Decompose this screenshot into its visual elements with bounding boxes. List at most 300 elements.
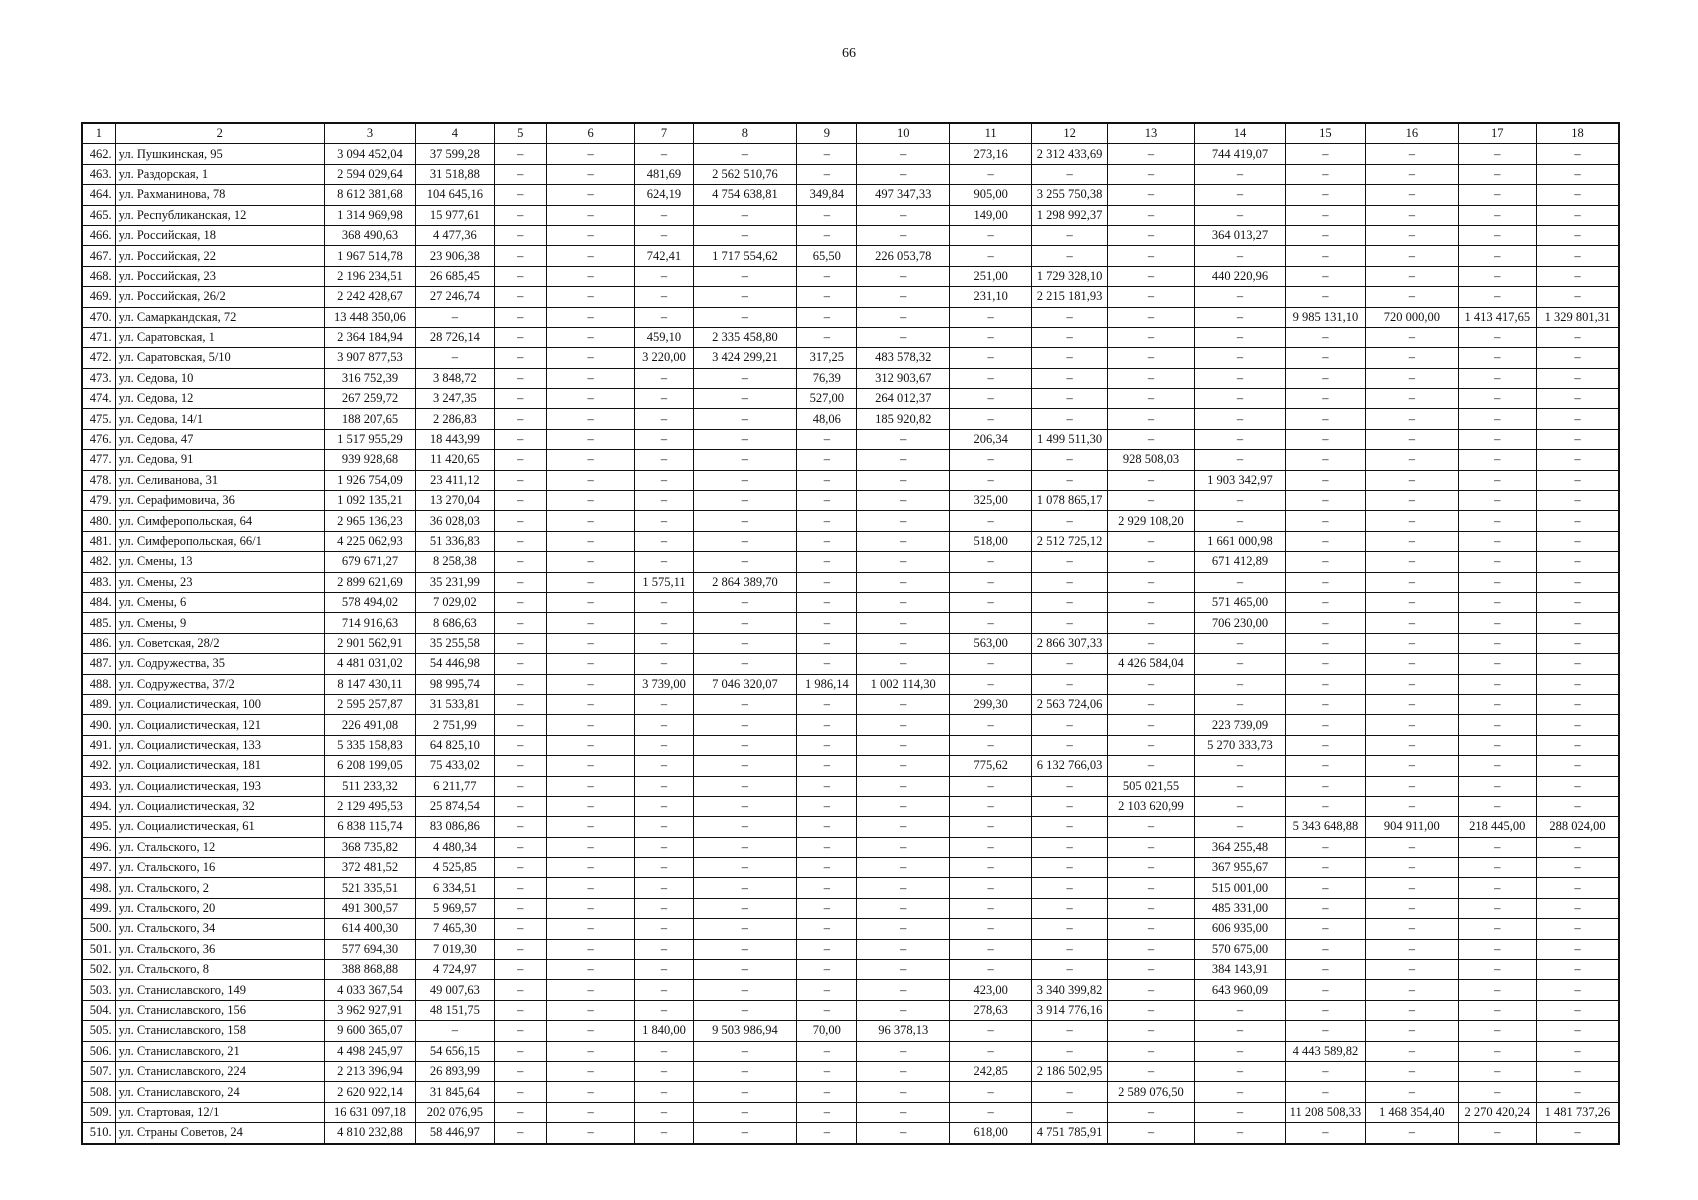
value-cell: – [546, 939, 634, 959]
value-cell: – [546, 246, 634, 266]
value-cell: 2 901 562,91 [324, 633, 415, 653]
value-cell: – [1285, 1021, 1365, 1041]
value-cell: – [1458, 960, 1536, 980]
value-cell: – [693, 756, 797, 776]
row-number-cell: 508. [82, 1082, 115, 1102]
column-header: 1 [82, 123, 115, 144]
value-cell: 35 255,58 [416, 633, 494, 653]
value-cell: – [1107, 429, 1194, 449]
value-cell: – [857, 307, 949, 327]
value-cell: – [1536, 654, 1619, 674]
value-cell: – [949, 919, 1031, 939]
value-cell: – [1458, 939, 1536, 959]
value-cell: 288 024,00 [1536, 817, 1619, 837]
value-cell: – [494, 368, 546, 388]
value-cell: – [797, 980, 857, 1000]
value-cell: – [1285, 409, 1365, 429]
value-cell: – [1285, 266, 1365, 286]
value-cell: – [1366, 491, 1458, 511]
value-cell: – [546, 735, 634, 755]
value-cell: – [857, 715, 949, 735]
column-header: 9 [797, 123, 857, 144]
value-cell: – [635, 429, 693, 449]
value-cell: – [635, 898, 693, 918]
value-cell: – [693, 307, 797, 327]
address-cell: ул. Седова, 14/1 [115, 409, 324, 429]
value-cell: – [1032, 898, 1107, 918]
column-header: 11 [949, 123, 1031, 144]
value-cell: – [949, 715, 1031, 735]
table-row [82, 633, 1619, 653]
value-cell: – [1107, 389, 1194, 409]
value-cell: 6 208 199,05 [324, 756, 415, 776]
value-cell: 388 868,88 [324, 960, 415, 980]
table-row [82, 613, 1619, 633]
value-cell: – [693, 939, 797, 959]
value-cell: – [635, 368, 693, 388]
table-row [82, 225, 1619, 245]
value-cell: 15 977,61 [416, 205, 494, 225]
value-cell: – [1107, 409, 1194, 429]
value-cell: – [1536, 491, 1619, 511]
value-cell: – [546, 756, 634, 776]
value-cell: – [1107, 1041, 1194, 1061]
value-cell: – [797, 572, 857, 592]
value-cell: – [1285, 796, 1365, 816]
address-cell: ул. Страны Советов, 24 [115, 1123, 324, 1144]
value-cell: – [494, 225, 546, 245]
value-cell: 49 007,63 [416, 980, 494, 1000]
table-row [82, 246, 1619, 266]
address-cell: ул. Стальского, 20 [115, 898, 324, 918]
value-cell: – [1458, 348, 1536, 368]
value-cell: – [1285, 1000, 1365, 1020]
value-cell: – [797, 491, 857, 511]
value-cell: 31 845,64 [416, 1082, 494, 1102]
value-cell: – [949, 735, 1031, 755]
row-number-cell: 466. [82, 225, 115, 245]
value-cell: – [635, 715, 693, 735]
value-cell: – [1107, 756, 1194, 776]
value-cell: – [1458, 756, 1536, 776]
value-cell: – [797, 817, 857, 837]
value-cell: – [1458, 450, 1536, 470]
value-cell: – [1366, 654, 1458, 674]
value-cell: – [857, 980, 949, 1000]
value-cell: – [1366, 348, 1458, 368]
value-cell: 459,10 [635, 327, 693, 347]
column-header: 7 [635, 123, 693, 144]
value-cell: – [1458, 919, 1536, 939]
value-cell: – [1285, 205, 1365, 225]
value-cell: – [494, 694, 546, 714]
value-cell: – [1366, 715, 1458, 735]
value-cell: – [1366, 185, 1458, 205]
value-cell: 367 955,67 [1195, 858, 1285, 878]
value-cell: 27 246,74 [416, 287, 494, 307]
value-cell: – [1536, 327, 1619, 347]
value-cell: – [494, 613, 546, 633]
value-cell: – [1285, 1123, 1365, 1144]
value-cell: – [1536, 409, 1619, 429]
value-cell: – [546, 1000, 634, 1020]
value-cell: – [1536, 898, 1619, 918]
value-cell: – [1536, 470, 1619, 490]
value-cell: 671 412,89 [1195, 552, 1285, 572]
value-cell: – [1285, 878, 1365, 898]
value-cell: 1 481 737,26 [1536, 1102, 1619, 1122]
value-cell: 251,00 [949, 266, 1031, 286]
value-cell: 83 086,86 [416, 817, 494, 837]
value-cell: – [546, 960, 634, 980]
table-row [82, 144, 1619, 164]
value-cell: – [1285, 470, 1365, 490]
value-cell: – [1107, 348, 1194, 368]
value-cell: – [1195, 776, 1285, 796]
value-cell: – [949, 348, 1031, 368]
value-cell: – [1285, 694, 1365, 714]
value-cell: – [1285, 776, 1365, 796]
value-cell: – [857, 1061, 949, 1081]
value-cell: 312 903,67 [857, 368, 949, 388]
value-cell: – [635, 756, 693, 776]
value-cell: – [1536, 266, 1619, 286]
value-cell: – [1536, 633, 1619, 653]
value-cell: – [1536, 348, 1619, 368]
value-cell: – [1366, 776, 1458, 796]
value-cell: – [1536, 796, 1619, 816]
value-cell: – [949, 898, 1031, 918]
value-cell: 11 420,65 [416, 450, 494, 470]
value-cell: – [1285, 531, 1365, 551]
value-cell: 511 233,32 [324, 776, 415, 796]
value-cell: 1 298 992,37 [1032, 205, 1107, 225]
value-cell: – [494, 552, 546, 572]
value-cell: – [546, 817, 634, 837]
value-cell: – [693, 654, 797, 674]
value-cell: – [494, 287, 546, 307]
value-cell: – [494, 246, 546, 266]
value-cell: – [546, 348, 634, 368]
value-cell: – [857, 858, 949, 878]
value-cell: 364 255,48 [1195, 837, 1285, 857]
value-cell: – [546, 266, 634, 286]
value-cell: – [949, 327, 1031, 347]
value-cell: 31 518,88 [416, 164, 494, 184]
value-cell: – [1285, 1082, 1365, 1102]
value-cell: – [857, 1102, 949, 1122]
value-cell: – [1032, 1041, 1107, 1061]
value-cell: – [1195, 1000, 1285, 1020]
address-cell: ул. Симферопольская, 64 [115, 511, 324, 531]
value-cell: – [1032, 409, 1107, 429]
value-cell: – [1366, 389, 1458, 409]
value-cell: 2 129 495,53 [324, 796, 415, 816]
value-cell: – [546, 1041, 634, 1061]
value-cell: 1 967 514,78 [324, 246, 415, 266]
value-cell: – [1032, 715, 1107, 735]
row-number-cell: 486. [82, 633, 115, 653]
value-cell: – [693, 837, 797, 857]
address-cell: ул. Саратовская, 1 [115, 327, 324, 347]
value-cell: – [1536, 531, 1619, 551]
value-cell: – [797, 1061, 857, 1081]
value-cell: – [546, 674, 634, 694]
table-row [82, 185, 1619, 205]
value-cell: 4 477,36 [416, 225, 494, 245]
value-cell: – [1285, 164, 1365, 184]
table-row [82, 1000, 1619, 1020]
value-cell: – [635, 409, 693, 429]
value-cell: 2 335 458,80 [693, 327, 797, 347]
value-cell: – [1032, 613, 1107, 633]
value-cell: – [693, 287, 797, 307]
value-cell: – [693, 470, 797, 490]
value-cell: – [1285, 613, 1365, 633]
value-cell: – [857, 491, 949, 511]
value-cell: – [1195, 185, 1285, 205]
value-cell: 16 631 097,18 [324, 1102, 415, 1122]
value-cell: – [494, 1041, 546, 1061]
value-cell: 223 739,09 [1195, 715, 1285, 735]
value-cell: – [1107, 960, 1194, 980]
value-cell: – [494, 389, 546, 409]
value-cell: – [857, 164, 949, 184]
row-number-cell: 490. [82, 715, 115, 735]
value-cell: – [635, 1082, 693, 1102]
value-cell: – [1195, 817, 1285, 837]
value-cell: – [494, 858, 546, 878]
value-cell: – [1032, 592, 1107, 612]
value-cell: – [797, 552, 857, 572]
value-cell: 273,16 [949, 144, 1031, 164]
value-cell: – [857, 266, 949, 286]
value-cell: – [857, 225, 949, 245]
column-header: 5 [494, 123, 546, 144]
value-cell: – [1536, 980, 1619, 1000]
value-cell: – [1366, 368, 1458, 388]
value-cell: – [1366, 1041, 1458, 1061]
value-cell: – [693, 491, 797, 511]
value-cell: – [797, 939, 857, 959]
address-cell: ул. Российская, 23 [115, 266, 324, 286]
value-cell: – [1366, 450, 1458, 470]
value-cell: – [635, 592, 693, 612]
value-cell: – [1195, 796, 1285, 816]
row-number-cell: 484. [82, 592, 115, 612]
value-cell: – [693, 389, 797, 409]
value-cell: – [1366, 531, 1458, 551]
value-cell: – [546, 429, 634, 449]
value-cell: – [797, 287, 857, 307]
row-number-cell: 505. [82, 1021, 115, 1041]
value-cell: – [1536, 287, 1619, 307]
value-cell: 384 143,91 [1195, 960, 1285, 980]
value-cell: 96 378,13 [857, 1021, 949, 1041]
value-cell: – [1032, 796, 1107, 816]
value-cell: 18 443,99 [416, 429, 494, 449]
value-cell: – [1536, 552, 1619, 572]
value-cell: 2 965 136,23 [324, 511, 415, 531]
value-cell: – [1285, 592, 1365, 612]
value-cell: – [1285, 633, 1365, 653]
value-cell: – [1195, 756, 1285, 776]
value-cell: 3 220,00 [635, 348, 693, 368]
value-cell: – [494, 960, 546, 980]
value-cell: – [949, 246, 1031, 266]
column-header: 16 [1366, 123, 1458, 144]
value-cell: – [693, 1082, 797, 1102]
value-cell: – [857, 613, 949, 633]
value-cell: 58 446,97 [416, 1123, 494, 1144]
value-cell: – [1195, 450, 1285, 470]
value-cell: – [693, 1000, 797, 1020]
value-cell: – [635, 796, 693, 816]
value-cell: – [693, 144, 797, 164]
value-cell: – [635, 266, 693, 286]
value-cell: 76,39 [797, 368, 857, 388]
value-cell: 1 926 754,09 [324, 470, 415, 490]
value-cell: – [494, 735, 546, 755]
value-cell: – [1366, 164, 1458, 184]
value-cell: – [949, 817, 1031, 837]
value-cell: – [1536, 694, 1619, 714]
value-cell: – [1536, 592, 1619, 612]
value-cell: 775,62 [949, 756, 1031, 776]
value-cell: – [857, 694, 949, 714]
value-cell: – [635, 1000, 693, 1020]
value-cell: 7 029,02 [416, 592, 494, 612]
value-cell: 5 969,57 [416, 898, 494, 918]
row-number-cell: 472. [82, 348, 115, 368]
value-cell: – [797, 164, 857, 184]
value-cell: – [546, 613, 634, 633]
value-cell: – [494, 470, 546, 490]
row-number-cell: 510. [82, 1123, 115, 1144]
table-row [82, 511, 1619, 531]
value-cell: – [1458, 1061, 1536, 1081]
value-cell: 2 103 620,99 [1107, 796, 1194, 816]
value-cell: – [1032, 1102, 1107, 1122]
value-cell: – [546, 511, 634, 531]
value-cell: – [1366, 327, 1458, 347]
value-cell: – [693, 429, 797, 449]
address-cell: ул. Рахманинова, 78 [115, 185, 324, 205]
value-cell: – [1366, 878, 1458, 898]
value-cell: – [797, 796, 857, 816]
value-cell: 31 533,81 [416, 694, 494, 714]
value-cell: – [1285, 939, 1365, 959]
value-cell: – [693, 715, 797, 735]
value-cell: 2 286,83 [416, 409, 494, 429]
value-cell: – [635, 633, 693, 653]
value-cell: – [1366, 1000, 1458, 1020]
value-cell: – [1285, 674, 1365, 694]
value-cell: – [546, 1061, 634, 1081]
value-cell: – [1366, 225, 1458, 245]
value-cell: 1 903 342,97 [1195, 470, 1285, 490]
value-cell: – [546, 389, 634, 409]
value-cell: – [546, 552, 634, 572]
value-cell: – [1366, 1021, 1458, 1041]
value-cell: 368 735,82 [324, 837, 415, 857]
table-row [82, 654, 1619, 674]
value-cell: – [1536, 429, 1619, 449]
value-cell: – [494, 633, 546, 653]
value-cell: – [546, 633, 634, 653]
value-cell: – [1366, 939, 1458, 959]
page-number: 66 [842, 46, 856, 61]
value-cell: 5 343 648,88 [1285, 817, 1365, 837]
value-cell: – [1458, 674, 1536, 694]
value-cell: – [546, 144, 634, 164]
table-row [82, 592, 1619, 612]
value-cell: 505 021,55 [1107, 776, 1194, 796]
value-cell: – [546, 694, 634, 714]
value-cell: – [1536, 572, 1619, 592]
value-cell: – [1195, 429, 1285, 449]
value-cell: 4 754 638,81 [693, 185, 797, 205]
table-row [82, 694, 1619, 714]
value-cell: – [1285, 552, 1365, 572]
row-number-cell: 495. [82, 817, 115, 837]
value-cell: – [546, 531, 634, 551]
value-cell: 149,00 [949, 205, 1031, 225]
value-cell: – [1366, 898, 1458, 918]
value-cell: 3 962 927,91 [324, 1000, 415, 1020]
value-cell: – [546, 327, 634, 347]
value-cell: – [693, 776, 797, 796]
value-cell: – [1536, 1021, 1619, 1041]
value-cell: 4 426 584,04 [1107, 654, 1194, 674]
value-cell: – [1536, 1082, 1619, 1102]
value-cell: – [1458, 429, 1536, 449]
value-cell: 624,19 [635, 185, 693, 205]
column-header: 4 [416, 123, 494, 144]
value-cell: – [1285, 368, 1365, 388]
address-cell: ул. Пушкинская, 95 [115, 144, 324, 164]
value-cell: 440 220,96 [1195, 266, 1285, 286]
value-cell: – [494, 592, 546, 612]
value-cell: – [797, 531, 857, 551]
row-number-cell: 493. [82, 776, 115, 796]
value-cell: 8 612 381,68 [324, 185, 415, 205]
value-cell: 481,69 [635, 164, 693, 184]
value-cell: – [797, 715, 857, 735]
address-cell: ул. Стальского, 34 [115, 919, 324, 939]
value-cell: – [494, 756, 546, 776]
value-cell: – [693, 633, 797, 653]
value-cell: – [494, 878, 546, 898]
value-cell: 9 600 365,07 [324, 1021, 415, 1041]
address-cell: ул. Стальского, 8 [115, 960, 324, 980]
value-cell: – [546, 1102, 634, 1122]
value-cell: 188 207,65 [324, 409, 415, 429]
value-cell: – [949, 389, 1031, 409]
value-cell: – [635, 511, 693, 531]
value-cell: – [494, 572, 546, 592]
value-cell: – [1195, 674, 1285, 694]
value-cell: 64 825,10 [416, 735, 494, 755]
value-cell: – [1107, 674, 1194, 694]
value-cell: – [693, 225, 797, 245]
value-cell: 3 424 299,21 [693, 348, 797, 368]
value-cell: – [1536, 715, 1619, 735]
value-cell: – [1285, 348, 1365, 368]
value-cell: – [857, 450, 949, 470]
value-cell: 325,00 [949, 491, 1031, 511]
value-cell: 8 258,38 [416, 552, 494, 572]
